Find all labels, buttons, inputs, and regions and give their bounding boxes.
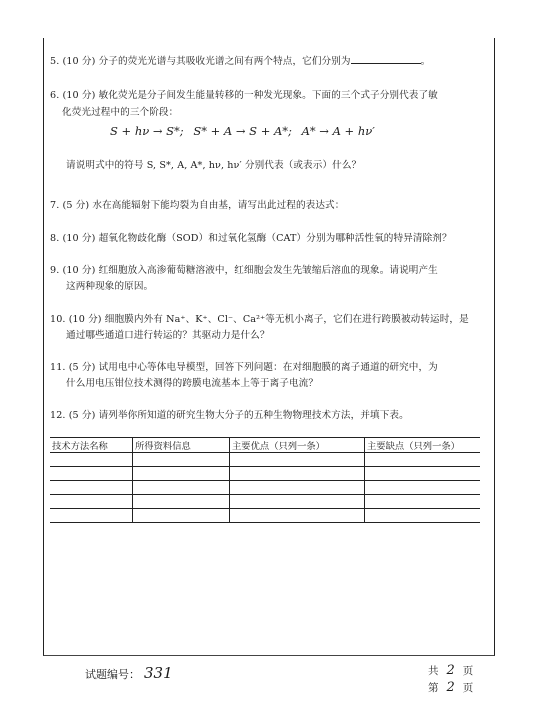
answer-blank (351, 53, 421, 64)
header-advantage: 主要优点（只列一条） (230, 438, 365, 453)
current-page: 第 2 页 (428, 680, 474, 695)
question-6-line3: 请说明式中的符号 S, S*, A, A*, hν, hν′ 分别代表（或表示）什么？ (66, 160, 362, 171)
header-disadvantage: 主要缺点（只列一条） (365, 438, 481, 453)
formula-step-3: A* → A + hν′ (301, 124, 375, 138)
header-technique: 技术方法名称 (50, 438, 133, 453)
question-8: 8. (10 分) 超氧化物歧化酶（SOD）和过氧化氢酶（CAT）分别为哪种活性氧的特异清除剂？ (50, 233, 452, 244)
question-6-line2: 化荧光过程中的三个阶段： (62, 107, 179, 118)
exam-code: 试题编号： 331 (85, 664, 173, 682)
table-row (50, 495, 480, 509)
question-9-line2: 这两种现象的原因。 (66, 281, 154, 292)
question-10-line2: 通过哪些通道口进行转运的？其驱动力是什么？ (66, 330, 270, 341)
question-7: 7. (5 分) 水在高能辐射下能均裂为自由基，请写出此过程的表达式： (50, 200, 345, 211)
table-row (50, 481, 480, 495)
question-6-line1: 6. (10 分) 敏化荧光是分子间发生能量转移的一种发光现象。下面的三个式子分别代表了敏 (50, 90, 438, 101)
formula-step-2: S* + A → S + A*; (193, 124, 292, 138)
table-row (50, 467, 480, 481)
question-12: 12. (5 分) 请列举你所知道的研究生物大分子的五种生物物理技术方法，并填下表。 (50, 410, 409, 421)
techniques-table (50, 437, 480, 523)
table-header-row (50, 438, 480, 453)
table-row (50, 509, 480, 523)
header-information: 所得资料信息 (133, 438, 230, 453)
question-11-line2: 什么用电压钳位技术测得的跨膜电流基本上等于离子电流？ (66, 378, 319, 389)
question-10-line1: 10. (10 分) 细胞膜内外有 Na⁺、K⁺、Cl⁻、Ca²⁺等无机小离子，它们在进行跨膜被动转运时，是 (50, 314, 469, 325)
question-9-line1: 9. (10 分) 红细胞放入高渗葡萄糖溶液中，红细胞会发生先皱缩后溶血的现象。请说明产生 (50, 265, 438, 276)
question-11-line1: 11. (5 分) 试用电中心等体电导模型，回答下列问题：在对细胞膜的离子通道的研究中，为 (50, 362, 438, 373)
total-pages: 共 2 页 (428, 663, 474, 678)
formula-step-1: S + hν → S*; (110, 124, 184, 138)
question-5: 5. (10 分) 分子的荧光光谱与其吸收光谱之间有两个特点，它们分别为 。 (50, 53, 488, 70)
sensitized-fluorescence-formula (110, 124, 381, 138)
table-row (50, 453, 480, 467)
